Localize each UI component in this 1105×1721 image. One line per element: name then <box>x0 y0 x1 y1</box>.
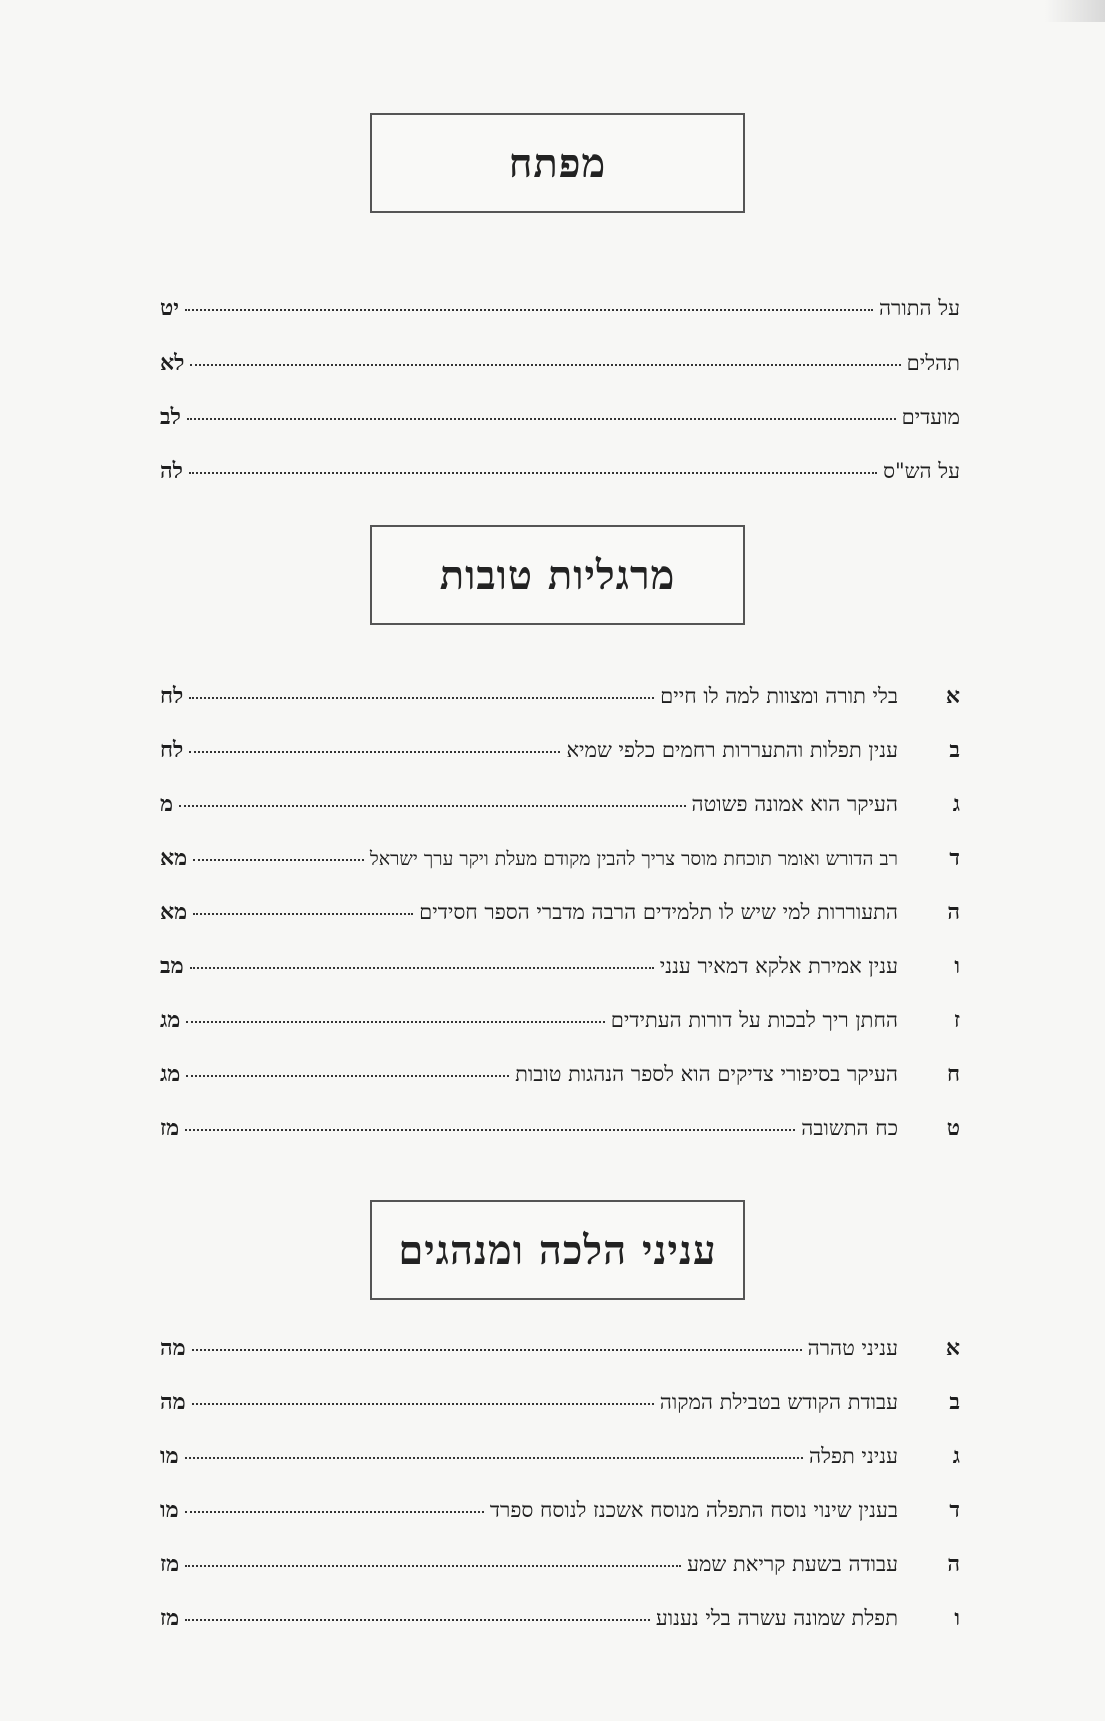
dot-leader <box>192 1403 654 1405</box>
entry-letter: ז <box>953 1007 960 1033</box>
toc-entry[interactable] <box>160 350 960 384</box>
entry-page: מג <box>160 1007 181 1033</box>
toc-entry[interactable] <box>160 1061 960 1095</box>
entry-title: בלי תורה ומצוות למה לו חיים <box>660 684 898 708</box>
entry-title: עבודה בשעת קריאת שמע <box>687 1552 898 1576</box>
entry-page: לח <box>160 737 184 763</box>
dot-leader <box>185 1511 484 1513</box>
entry-page: מב <box>160 953 184 979</box>
section-title: מפתח <box>508 139 607 187</box>
entry-letter: ג <box>952 1443 960 1469</box>
entry-page: לח <box>160 683 184 709</box>
entry-page: לב <box>160 404 181 430</box>
entry-title: רב הדורש ואומר תוכחת מוסר צריך להבין מקודם מעלת ויקר ערך ישראל <box>369 848 898 870</box>
dot-leader <box>187 418 896 420</box>
entry-letter: א <box>945 683 960 709</box>
dot-leader <box>190 967 654 969</box>
toc-entry[interactable] <box>160 404 960 438</box>
toc-entry[interactable] <box>160 1335 960 1369</box>
toc-entry[interactable] <box>160 1115 960 1149</box>
entry-title: עבודת הקודש בטבילת המקוה <box>659 1390 898 1414</box>
entry-title: על הש"ס <box>883 459 960 483</box>
entry-title: עניני תפלה <box>809 1444 898 1468</box>
section-title-box-halacha <box>370 1200 745 1300</box>
entry-title: בענין שינוי נוסח התפלה מנוסח אשכנז לנוסח ספרד <box>489 1498 898 1522</box>
entry-page: מו <box>160 1497 179 1523</box>
dot-leader <box>189 472 877 474</box>
page-edge-shadow <box>1045 0 1105 22</box>
entry-letter: ט <box>946 1115 960 1141</box>
entry-title: כח התשובה <box>801 1116 898 1140</box>
entry-page: מה <box>160 1335 186 1361</box>
entry-page: מז <box>160 1115 180 1141</box>
entry-page: מא <box>160 899 188 925</box>
dot-leader <box>185 1129 795 1131</box>
toc-entry[interactable] <box>160 791 960 825</box>
dot-leader <box>193 913 413 915</box>
entry-letter: ח <box>946 1061 960 1087</box>
entry-letter: ד <box>949 845 960 871</box>
toc-entry[interactable] <box>160 1007 960 1041</box>
entry-letter: ב <box>949 737 960 763</box>
toc-entry[interactable] <box>160 295 960 329</box>
entry-title: ענין אמירת אלקא דמאיר ענני <box>659 954 898 978</box>
toc-entry[interactable] <box>160 458 960 492</box>
section-title-box-margaliyot <box>370 525 745 625</box>
entry-page: מה <box>160 1389 186 1415</box>
dot-leader <box>192 1349 802 1351</box>
entry-title: העיקר בסיפורי צדיקים הוא לספר הנהגות טובות <box>515 1062 898 1086</box>
entry-letter: ו <box>954 953 960 979</box>
dot-leader <box>186 1075 509 1077</box>
entry-page: לא <box>160 350 185 376</box>
entry-title: עניני טהרה <box>807 1336 898 1360</box>
entry-page: לה <box>160 458 183 484</box>
entry-letter: ה <box>947 1551 960 1577</box>
toc-entry[interactable] <box>160 953 960 987</box>
section-title: מרגליות טובות <box>439 551 676 599</box>
entry-letter: ד <box>949 1497 960 1523</box>
entry-title: תפלת שמונה עשרה בלי נענוע <box>655 1606 898 1630</box>
dot-leader <box>189 751 560 753</box>
toc-entry[interactable] <box>160 1389 960 1423</box>
entry-title: על התורה <box>878 296 960 320</box>
entry-letter: ב <box>949 1389 960 1415</box>
section-title-box-mafteach <box>370 113 745 213</box>
entry-page: מ <box>160 791 174 817</box>
toc-entry[interactable] <box>160 1551 960 1585</box>
dot-leader <box>190 364 900 366</box>
dot-leader <box>185 1619 650 1621</box>
entry-page: מז <box>160 1605 180 1631</box>
entry-title: ענין תפלות והתעררות רחמים כלפי שמיא <box>566 738 898 762</box>
dot-leader <box>185 1565 681 1567</box>
dot-leader <box>186 1021 604 1023</box>
dot-leader <box>179 805 686 807</box>
entry-page: מו <box>160 1443 179 1469</box>
entry-letter: ה <box>947 899 960 925</box>
entry-title: העיקר הוא אמונה פשוטה <box>691 792 898 816</box>
entry-page: מז <box>160 1551 180 1577</box>
dot-leader <box>185 1457 803 1459</box>
dot-leader <box>185 309 873 311</box>
entry-page: מג <box>160 1061 181 1087</box>
toc-entry[interactable] <box>160 1605 960 1639</box>
entry-title: תהלים <box>906 351 960 375</box>
dot-leader <box>189 697 654 699</box>
toc-entry[interactable] <box>160 1443 960 1477</box>
entry-letter: ו <box>954 1605 960 1631</box>
entry-title: התעוררות למי שיש לו תלמידים הרבה מדברי הספר חסידים <box>419 900 898 924</box>
toc-entry[interactable] <box>160 683 960 717</box>
entry-title: החתן ריך לבכות על דורות העתידים <box>610 1008 898 1032</box>
entry-title: מועדים <box>901 405 960 429</box>
entry-page: מא <box>160 845 188 871</box>
dot-leader <box>193 859 364 861</box>
toc-entry[interactable] <box>160 845 960 879</box>
toc-entry[interactable] <box>160 1497 960 1531</box>
toc-entry[interactable] <box>160 899 960 933</box>
toc-entry[interactable] <box>160 737 960 771</box>
entry-letter: ג <box>952 791 960 817</box>
entry-page: יט <box>160 295 180 321</box>
section-title: עניני הלכה ומנהגים <box>398 1226 717 1274</box>
entry-letter: א <box>945 1335 960 1361</box>
